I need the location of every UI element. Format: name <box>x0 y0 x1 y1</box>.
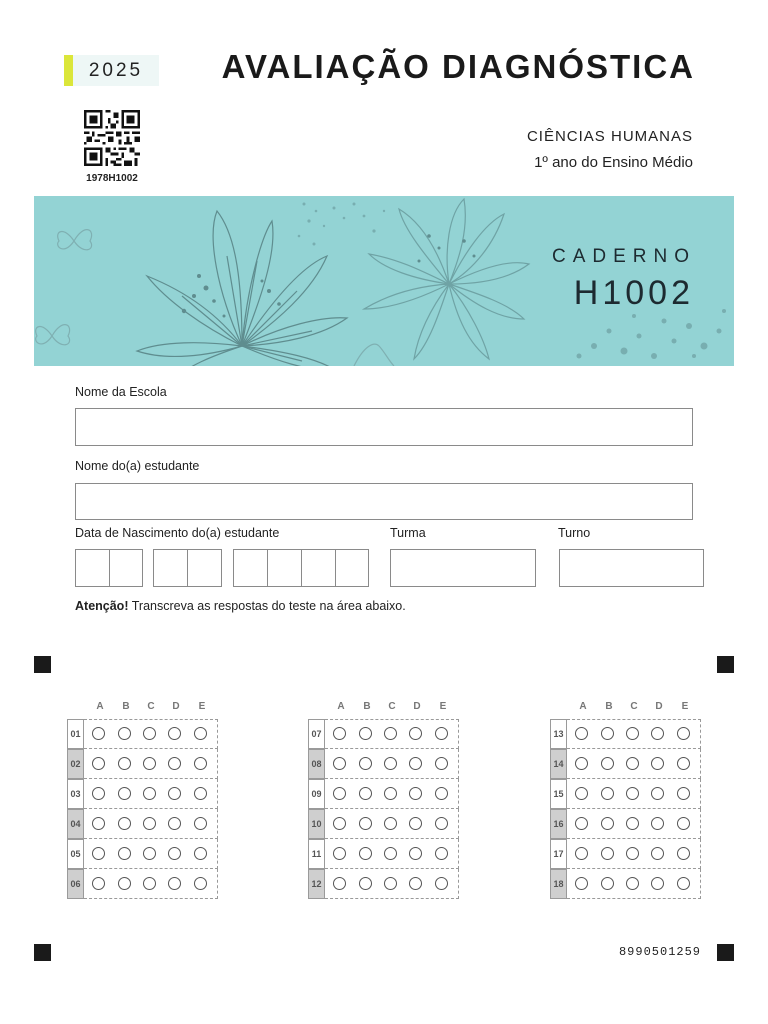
answer-bubble[interactable] <box>435 757 448 770</box>
digit-cell[interactable] <box>234 550 268 587</box>
option-letter: D <box>655 701 663 712</box>
question-number: 15 <box>550 779 567 809</box>
attention-notice <box>75 599 406 613</box>
answer-bubble[interactable] <box>601 877 614 890</box>
question-number: 18 <box>550 869 567 899</box>
answer-bubble[interactable] <box>677 727 690 740</box>
answer-bubble[interactable] <box>677 787 690 800</box>
answer-bubble[interactable] <box>651 877 664 890</box>
question-number: 14 <box>550 749 567 779</box>
question-number: 04 <box>67 809 84 839</box>
answer-bubble[interactable] <box>194 727 207 740</box>
answer-row <box>550 809 701 839</box>
option-letter: A <box>96 701 104 712</box>
option-letter: B <box>605 701 613 712</box>
question-number: 05 <box>67 839 84 869</box>
answer-row <box>308 869 459 899</box>
answer-bubble[interactable] <box>384 757 397 770</box>
question-number: 08 <box>308 749 325 779</box>
answer-bubble[interactable] <box>435 817 448 830</box>
registration-marker-bottom-left <box>34 944 51 961</box>
answer-bubble[interactable] <box>92 847 105 860</box>
option-letters <box>67 701 206 715</box>
answer-bubble[interactable] <box>626 727 639 740</box>
answer-bubble[interactable] <box>118 847 131 860</box>
answer-row <box>67 719 218 749</box>
option-letter: A <box>579 701 587 712</box>
answer-bubble[interactable] <box>435 787 448 800</box>
question-number: 03 <box>67 779 84 809</box>
question-number: 13 <box>550 719 567 749</box>
answer-bubble[interactable] <box>409 787 422 800</box>
answer-bubble[interactable] <box>677 757 690 770</box>
student-name-label: Nome do(a) estudante <box>75 459 200 473</box>
answer-row <box>550 779 701 809</box>
option-letter: E <box>681 701 689 712</box>
answer-bubble[interactable] <box>118 727 131 740</box>
answer-bubble[interactable] <box>435 727 448 740</box>
answer-bubble[interactable] <box>118 877 131 890</box>
answer-row <box>67 809 218 839</box>
class-label: Turma <box>390 526 426 540</box>
subject-heading: CIÊNCIAS HUMANAS <box>526 128 693 145</box>
answer-bubble[interactable] <box>143 787 156 800</box>
answer-bubble[interactable] <box>168 727 181 740</box>
school-name-field[interactable] <box>75 408 693 446</box>
answer-bubble[interactable] <box>168 787 181 800</box>
answer-bubble[interactable] <box>677 817 690 830</box>
answer-row <box>550 749 701 779</box>
answer-bubble[interactable] <box>409 727 422 740</box>
answer-bubble[interactable] <box>359 787 372 800</box>
answer-row <box>308 839 459 869</box>
answer-bubble[interactable] <box>575 877 588 890</box>
answer-row <box>550 719 701 749</box>
answer-bubble[interactable] <box>143 877 156 890</box>
answer-bubble[interactable] <box>384 817 397 830</box>
answer-bubble[interactable] <box>92 787 105 800</box>
option-letter: E <box>198 701 206 712</box>
answer-bubble[interactable] <box>409 757 422 770</box>
answer-bubble[interactable] <box>601 727 614 740</box>
answer-bubble[interactable] <box>168 817 181 830</box>
answer-bubble[interactable] <box>435 877 448 890</box>
answer-row <box>308 749 459 779</box>
question-number: 01 <box>67 719 84 749</box>
answer-bubble[interactable] <box>143 847 156 860</box>
answer-bubble[interactable] <box>194 787 207 800</box>
qr-code-caption: 1978H1002 <box>86 173 138 184</box>
question-number: 02 <box>67 749 84 779</box>
answer-bubble[interactable] <box>194 817 207 830</box>
registration-marker-top-right <box>717 656 734 673</box>
answer-bubble[interactable] <box>333 787 346 800</box>
attention-text: Transcreva as respostas do teste na área abaixo. <box>128 599 406 613</box>
answer-row <box>550 869 701 899</box>
option-letter: C <box>388 701 396 712</box>
year-badge: 2025 <box>73 55 159 86</box>
answer-bubble[interactable] <box>626 847 639 860</box>
question-number: 06 <box>67 869 84 899</box>
shift-field[interactable] <box>559 549 704 587</box>
answer-bubble[interactable] <box>92 877 105 890</box>
answer-bubble[interactable] <box>333 877 346 890</box>
answer-row <box>67 839 218 869</box>
option-letter: B <box>363 701 371 712</box>
answer-bubble[interactable] <box>333 817 346 830</box>
answer-row <box>308 719 459 749</box>
answer-bubble[interactable] <box>194 847 207 860</box>
answer-bubble[interactable] <box>92 727 105 740</box>
answer-bubble[interactable] <box>626 787 639 800</box>
digit-cell[interactable] <box>154 550 188 587</box>
question-number: 10 <box>308 809 325 839</box>
answer-bubble[interactable] <box>359 757 372 770</box>
answer-bubble[interactable] <box>409 817 422 830</box>
school-name-label: Nome da Escola <box>75 385 167 399</box>
booklet-label: CADERNO <box>551 246 696 267</box>
class-field[interactable] <box>390 549 536 587</box>
answer-bubble[interactable] <box>384 847 397 860</box>
answer-bubble[interactable] <box>651 817 664 830</box>
answer-bubble[interactable] <box>409 847 422 860</box>
option-letter: C <box>630 701 638 712</box>
question-number: 12 <box>308 869 325 899</box>
answer-bubble[interactable] <box>118 757 131 770</box>
answer-bubble[interactable] <box>384 877 397 890</box>
answer-bubble[interactable] <box>384 787 397 800</box>
answer-bubble[interactable] <box>168 847 181 860</box>
birthdate-day-field[interactable] <box>75 549 143 587</box>
answer-bubble[interactable] <box>601 847 614 860</box>
question-number: 16 <box>550 809 567 839</box>
answer-row <box>67 779 218 809</box>
question-number: 11 <box>308 839 325 869</box>
digit-cell[interactable] <box>302 550 336 587</box>
option-letters <box>308 701 447 715</box>
birthdate-year-field[interactable] <box>233 549 369 587</box>
option-letter: C <box>147 701 155 712</box>
answer-bubble[interactable] <box>575 727 588 740</box>
question-number: 09 <box>308 779 325 809</box>
answer-bubble[interactable] <box>194 877 207 890</box>
answer-row <box>67 869 218 899</box>
qr-code-icon <box>84 110 140 166</box>
attention-strong: Atenção! <box>75 599 129 613</box>
birthdate-month-field[interactable] <box>153 549 222 587</box>
answer-row <box>308 779 459 809</box>
digit-cell[interactable] <box>76 550 110 587</box>
registration-marker-top-left <box>34 656 51 673</box>
year-accent-bar <box>64 55 73 86</box>
booklet-code: H1002 <box>573 274 694 312</box>
cover-banner <box>34 196 734 366</box>
answer-bubble[interactable] <box>601 787 614 800</box>
answer-bubble[interactable] <box>409 877 422 890</box>
answer-bubble[interactable] <box>194 757 207 770</box>
question-number: 17 <box>550 839 567 869</box>
answer-bubble[interactable] <box>359 727 372 740</box>
answer-bubble[interactable] <box>575 847 588 860</box>
answer-bubble[interactable] <box>359 817 372 830</box>
answer-bubble[interactable] <box>92 757 105 770</box>
answer-bubble[interactable] <box>626 757 639 770</box>
answer-bubble[interactable] <box>677 877 690 890</box>
answer-bubble[interactable] <box>143 727 156 740</box>
answer-row <box>550 839 701 869</box>
grade-level: 1º ano do Ensino Médio <box>534 154 693 171</box>
answer-bubble[interactable] <box>651 847 664 860</box>
page-title: AVALIAÇÃO DIAGNÓSTICA <box>221 48 695 85</box>
barcode-number: 8990501259 <box>618 945 701 959</box>
registration-marker-bottom-right <box>717 944 734 961</box>
answer-bubble[interactable] <box>118 787 131 800</box>
digit-cell[interactable] <box>268 550 302 587</box>
answer-bubble[interactable] <box>92 817 105 830</box>
answer-bubble[interactable] <box>651 727 664 740</box>
answer-bubble[interactable] <box>384 727 397 740</box>
answer-bubble[interactable] <box>333 757 346 770</box>
answer-bubble[interactable] <box>626 817 639 830</box>
answer-bubble[interactable] <box>677 847 690 860</box>
answer-bubble[interactable] <box>651 787 664 800</box>
student-name-field[interactable] <box>75 483 693 520</box>
answer-bubble[interactable] <box>168 877 181 890</box>
answer-bubble[interactable] <box>118 817 131 830</box>
option-letter: B <box>122 701 130 712</box>
answer-bubble[interactable] <box>333 847 346 860</box>
answer-bubble[interactable] <box>143 817 156 830</box>
question-number: 07 <box>308 719 325 749</box>
answer-bubble[interactable] <box>575 787 588 800</box>
option-letter: E <box>439 701 447 712</box>
answer-bubble[interactable] <box>626 877 639 890</box>
birthdate-label: Data de Nascimento do(a) estudante <box>75 526 280 540</box>
option-letter: D <box>413 701 421 712</box>
answer-bubble[interactable] <box>333 727 346 740</box>
option-letters <box>550 701 689 715</box>
answer-bubble[interactable] <box>601 757 614 770</box>
answer-bubble[interactable] <box>143 757 156 770</box>
answer-bubble[interactable] <box>601 817 614 830</box>
answer-bubble[interactable] <box>168 757 181 770</box>
answer-row <box>308 809 459 839</box>
shift-label: Turno <box>558 526 591 540</box>
answer-bubble[interactable] <box>435 847 448 860</box>
answer-bubble[interactable] <box>575 817 588 830</box>
answer-bubble[interactable] <box>575 757 588 770</box>
answer-bubble[interactable] <box>359 877 372 890</box>
answer-bubble[interactable] <box>359 847 372 860</box>
answer-bubble[interactable] <box>651 757 664 770</box>
option-letter: A <box>337 701 345 712</box>
answer-row <box>67 749 218 779</box>
option-letter: D <box>172 701 180 712</box>
